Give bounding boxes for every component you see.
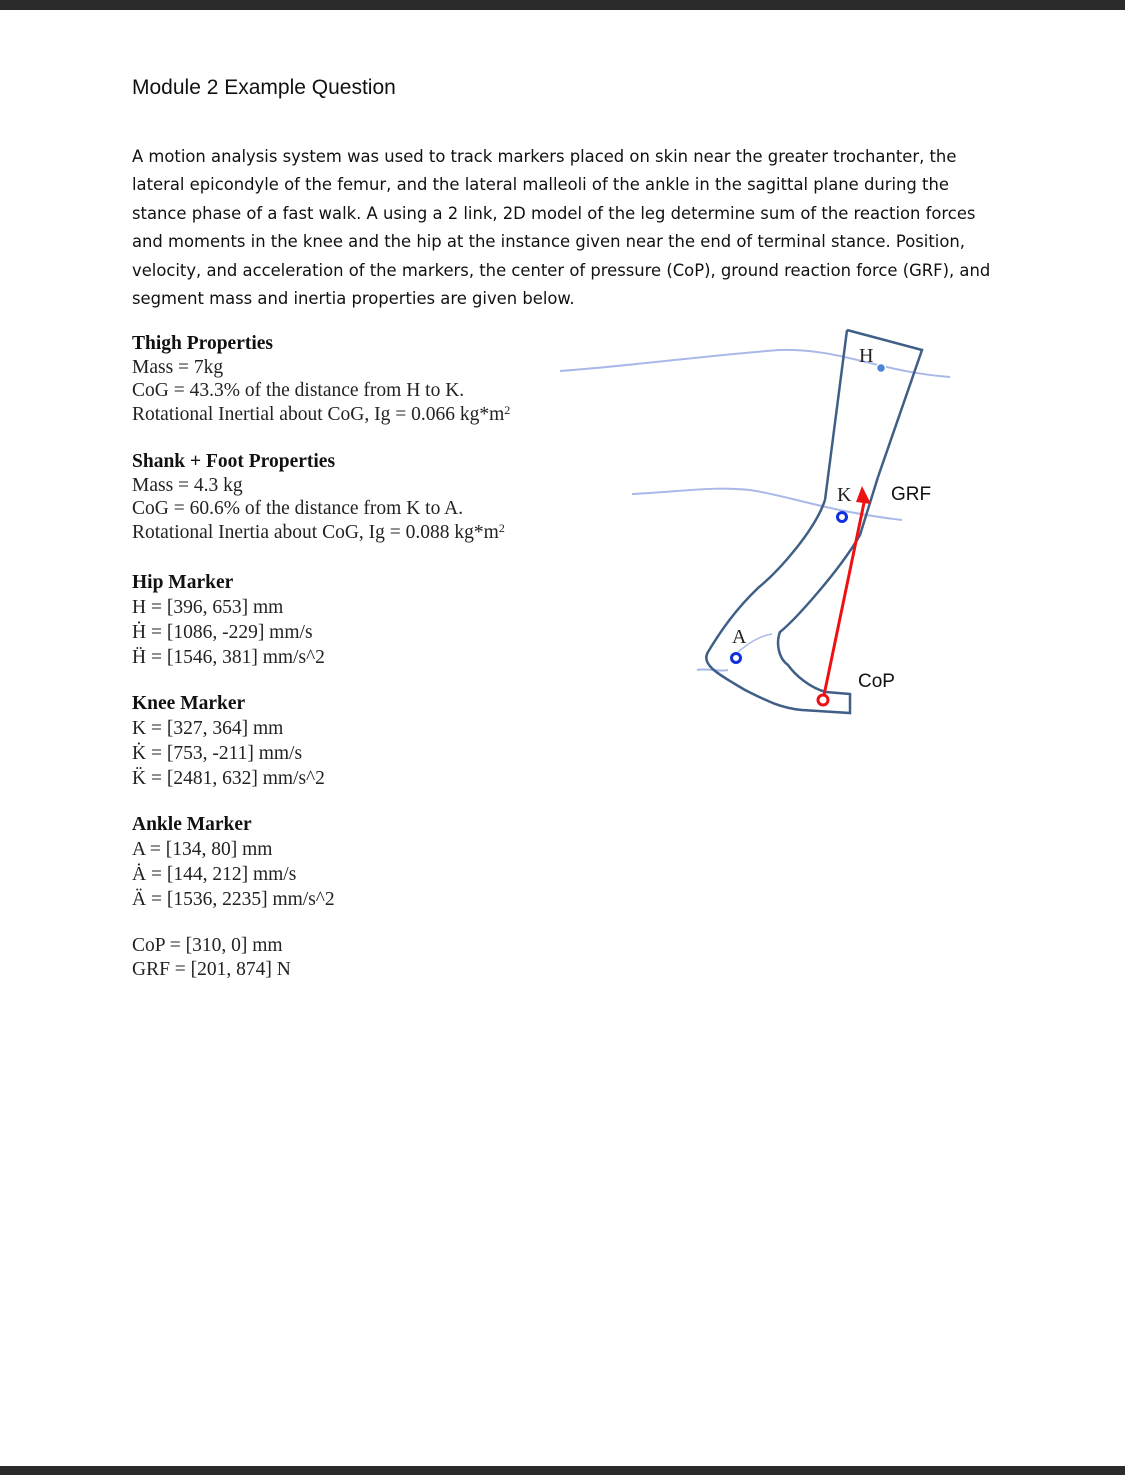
thigh-properties (132, 332, 510, 426)
ankle-heading: Ankle Marker (132, 814, 252, 835)
hip-velocity: Ḣ = [1086, -229] mm/s (132, 622, 313, 643)
top-bar (0, 0, 1125, 10)
grf-arrow-line (823, 498, 865, 700)
thigh-inertia: Rotational Inertial about CoG, Ig = 0.066 kg*m (132, 403, 505, 425)
ankle-acceleration: Ä = [1536, 2235] mm/s^2 (132, 889, 335, 910)
grf-arrow-head (856, 486, 871, 504)
thigh-mass: Mass = 7kg (132, 356, 224, 378)
cop-grf-values (132, 934, 291, 982)
intro-paragraph (132, 143, 1012, 313)
hip-marker-dot (877, 364, 886, 373)
ankle-marker-dot (732, 654, 741, 663)
knee-marker-dot (838, 513, 847, 522)
intro-line: A motion analysis system was used to track markers placed on skin near the greater trochanter, the (132, 147, 957, 166)
intro-line: and moments in the knee and the hip at the instance given near the end of terminal stance. Position, (132, 232, 965, 252)
shank-inertia-exponent: 2 (498, 520, 505, 535)
label-h: H (859, 345, 874, 367)
hip-position: H = [396, 653] mm (132, 597, 284, 618)
thigh-inertia-exponent: 2 (504, 402, 511, 417)
knee-marker (132, 691, 325, 791)
page-title: Module 2 Example Question (132, 76, 396, 99)
ankle-velocity: Ȧ = [144, 212] mm/s (132, 864, 297, 885)
shank-inertia: Rotational Inertia about CoG, Ig = 0.088 kg*m (132, 521, 499, 543)
thigh-heading: Thigh Properties (132, 333, 274, 354)
shank-properties (132, 450, 505, 544)
shank-mass: Mass = 4.3 kg (132, 474, 243, 496)
cop-point (818, 695, 828, 705)
knee-velocity: K̇ = [753, -211] mm/s (132, 743, 303, 764)
intro-line: velocity, and acceleration of the markers, the center of pressure (CoP), ground reaction force (GRF), and (132, 260, 991, 280)
hip-heading: Hip Marker (132, 572, 234, 593)
hip-skin-line (560, 350, 950, 377)
hip-marker (132, 570, 325, 670)
knee-heading: Knee Marker (132, 693, 246, 714)
leg-diagram (540, 320, 980, 730)
grf-value: GRF = [201, 874] N (132, 959, 291, 980)
shank-inertia-row (132, 521, 505, 545)
label-a: A (732, 626, 747, 648)
label-cop: CoP (858, 671, 895, 692)
thigh-inertia-row (132, 403, 510, 427)
knee-position: K = [327, 364] mm (132, 718, 284, 739)
label-grf: GRF (891, 484, 932, 505)
shank-heading: Shank + Foot Properties (132, 451, 336, 472)
shank-cog: CoG = 60.6% of the distance from K to A. (132, 498, 464, 520)
hip-acceleration: Ḧ = [1546, 381] mm/s^2 (132, 647, 325, 668)
knee-acceleration: K̈ = [2481, 632] mm/s^2 (132, 768, 325, 789)
ankle-marker (132, 812, 335, 912)
ankle-position: A = [134, 80] mm (132, 839, 273, 860)
intro-line: lateral epicondyle of the femur, and the lateral malleoli of the ankle in the sagittal plane during the (132, 175, 949, 195)
intro-line: stance phase of a fast walk. A using a 2 link, 2D model of the leg determine sum of the reaction forces (132, 203, 976, 223)
cop-value: CoP = [310, 0] mm (132, 935, 283, 956)
intro-line: segment mass and inertia properties are given below. (132, 289, 575, 309)
thigh-cog: CoG = 43.3% of the distance from H to K. (132, 380, 465, 402)
bottom-bar (0, 1466, 1125, 1475)
label-k: K (837, 484, 852, 506)
